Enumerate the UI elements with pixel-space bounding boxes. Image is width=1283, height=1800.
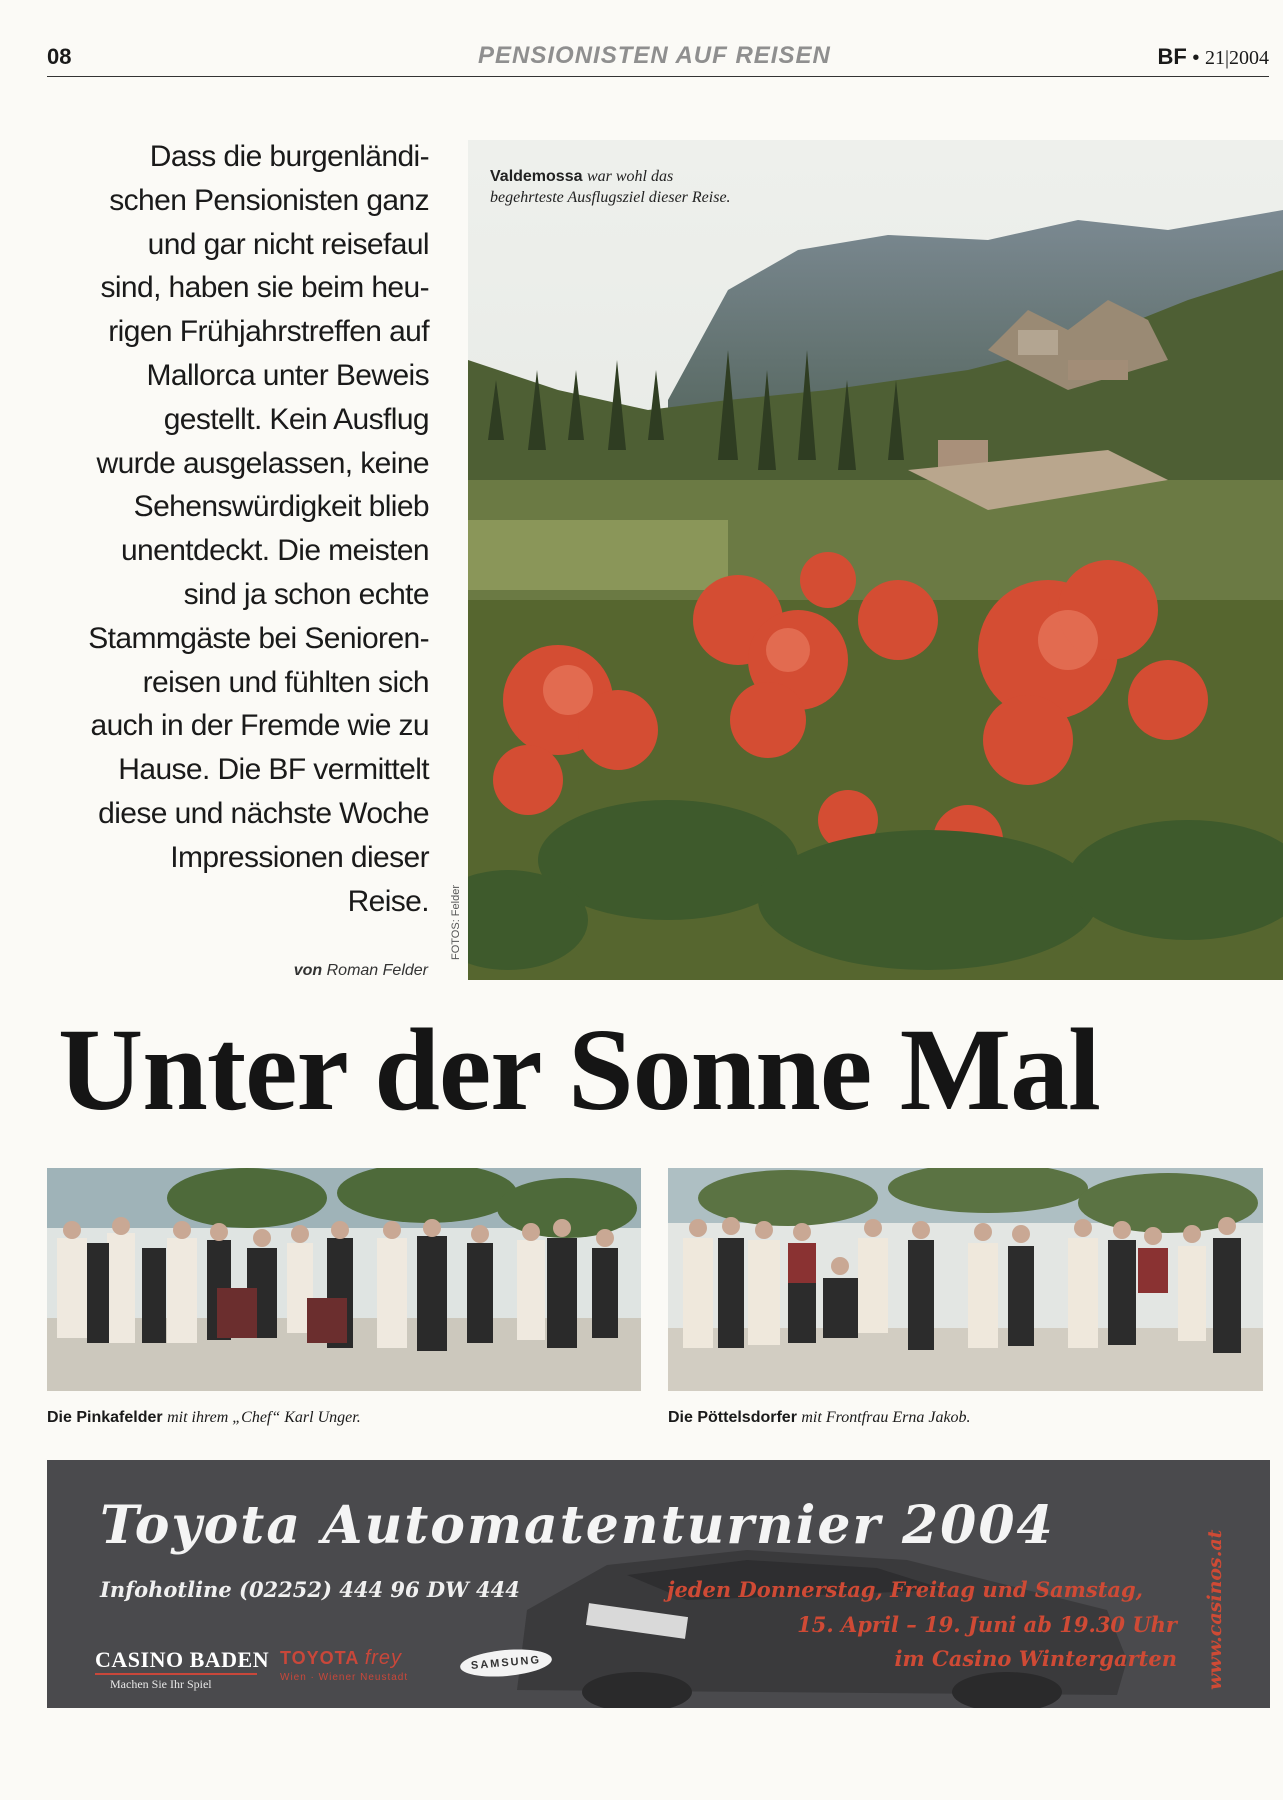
caption-text: mit Frontfrau Erna Jakob.: [801, 1409, 971, 1426]
main-photo-caption: [490, 166, 740, 208]
toyota-brand: TOYOTA: [280, 1648, 359, 1668]
pinkafelder-caption: [47, 1409, 361, 1427]
page-number: 08: [47, 44, 72, 69]
lead-line: reisen und fühlten sich: [142, 665, 429, 699]
ad-dates-line-3: im Casino Wintergarten: [894, 1646, 1177, 1671]
lead-line: Mallorca unter Beweis: [146, 358, 429, 392]
byline-prefix: von: [293, 962, 323, 979]
toyota-frey-logo: [280, 1647, 402, 1670]
caption-location: Valdemossa: [490, 168, 583, 185]
lead-line: gestellt. Kein Ausflug: [163, 402, 429, 436]
byline-name: Roman Felder: [326, 962, 428, 979]
header-rule: [47, 76, 1269, 77]
lead-line: Sehenswürdigkeit blieb: [133, 490, 429, 524]
lead-line: Dass die burgenländi-: [149, 140, 429, 173]
ad-url: www.casinos.at: [1204, 1529, 1226, 1690]
byline: [230, 962, 428, 980]
lead-line: Impressionen dieser: [170, 840, 429, 874]
casino-logo-rule: [95, 1673, 257, 1675]
caption-text: mit ihrem „Chef“ Karl Unger.: [167, 1409, 361, 1426]
pinkafelder-group-photo: [47, 1168, 641, 1391]
ad-dates-line-1: jeden Donnerstag, Freitag und Samstag,: [666, 1577, 1143, 1602]
casino-baden-logo: CASINO BADEN: [95, 1647, 270, 1672]
issue-number: 21|2004: [1204, 47, 1269, 69]
lead-line: sind, haben sie beim heu-: [100, 271, 429, 305]
lead-line: Reise.: [347, 884, 429, 918]
headline: Unter der Sonne Mal: [58, 1004, 1100, 1135]
caption-group-name: Die Pinkafelder: [47, 1409, 163, 1426]
section-title: PENSIONISTEN AUF REISEN: [478, 42, 831, 69]
ad-dates-line-2: 15. April – 19. Juni ab 19.30 Uhr: [797, 1612, 1177, 1637]
poettelsdorfer-caption: [668, 1409, 971, 1427]
group-photo-illustration: [668, 1168, 1263, 1391]
photo-credit: FOTOS: Felder: [450, 885, 462, 960]
lead-line: rigen Frühjahrstreffen auf: [108, 315, 429, 349]
ad-hotline: Infohotline (02252) 444 96 DW 444: [100, 1577, 520, 1602]
valdemossa-landscape-illustration: [468, 140, 1283, 980]
ad-title: Toyota Automatenturnier 2004: [100, 1495, 1055, 1556]
bullet-separator: •: [1192, 47, 1205, 69]
valdemossa-photo: [468, 140, 1283, 980]
group-photo-illustration: [47, 1168, 641, 1391]
lead-line: Stammgäste bei Senioren-: [88, 621, 429, 655]
caption-text: war wohl das begehrteste Ausflugsziel dieser Reise.: [490, 168, 731, 206]
lead-line: und gar nicht reisefaul: [147, 227, 429, 261]
poettelsdorfer-group-photo: [668, 1168, 1263, 1391]
samsung-logo: SAMSUNG: [459, 1646, 553, 1680]
casino-slogan: Machen Sie Ihr Spiel: [110, 1677, 212, 1691]
publication-name: BF: [1157, 44, 1187, 69]
lead-line: diese und nächste Woche: [98, 796, 429, 830]
lead-line: auch in der Fremde wie zu: [90, 709, 429, 743]
toyota-locations: Wien · Wiener Neustadt: [280, 1672, 409, 1683]
lead-line: sind ja schon echte: [183, 577, 429, 611]
lead-line: wurde ausgelassen, keine: [96, 446, 429, 480]
toyota-dealer: frey: [364, 1647, 403, 1669]
lead-line: schen Pensionisten ganz: [109, 183, 429, 217]
lead-line: unentdeckt. Die meisten: [120, 534, 429, 568]
caption-group-name: Die Pöttelsdorfer: [668, 1409, 797, 1426]
masthead: [1158, 44, 1269, 70]
article-lead: [47, 135, 429, 923]
lead-line: Hause. Die BF vermittelt: [118, 753, 429, 787]
